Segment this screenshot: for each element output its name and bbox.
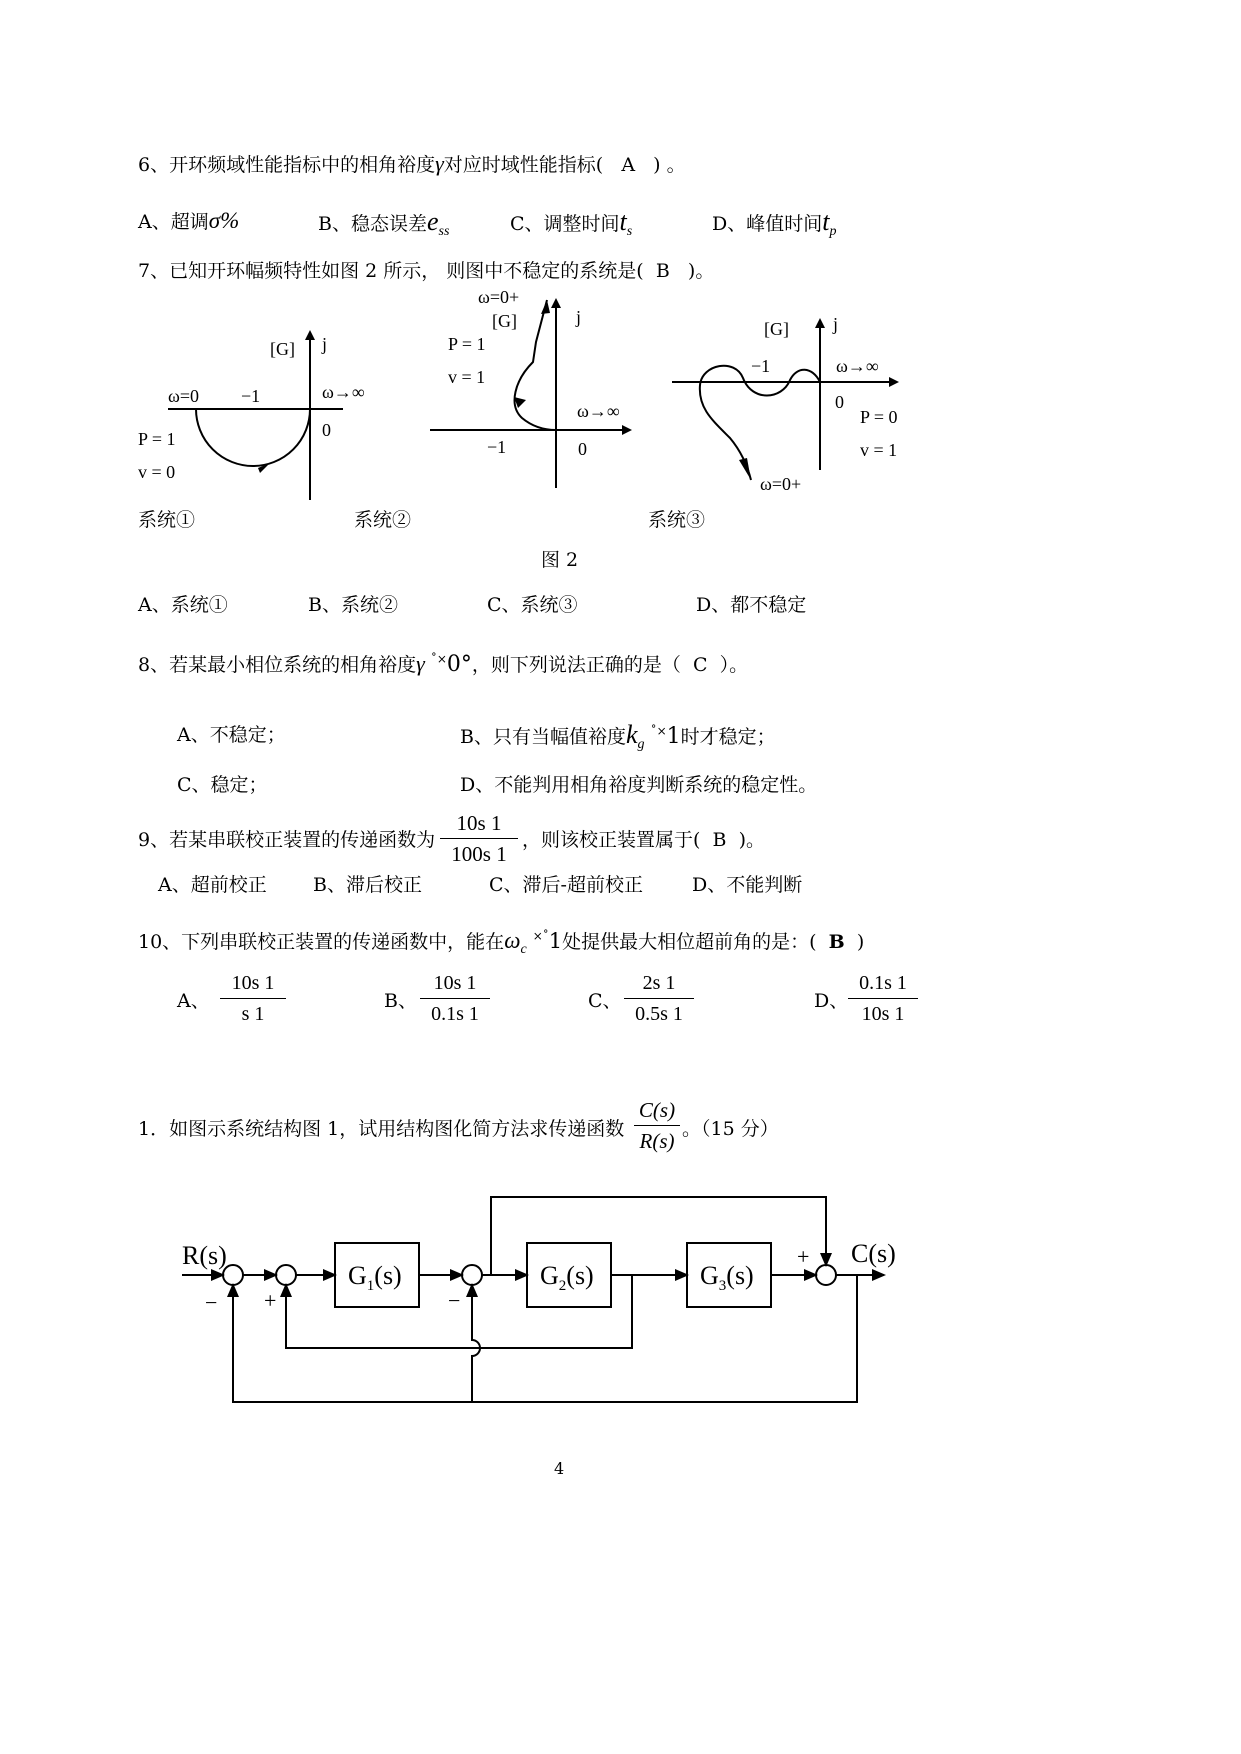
q10-option-c-label: C、 [588,990,622,1012]
q8-option-b: B、只有当幅值裕度$k_g$ ˚×1时才稳定； [460,720,776,752]
q10-answer: B [828,931,845,953]
sign-sum1: − [205,1290,218,1315]
plot2 [430,287,630,488]
plot2-m1: −1 [487,437,507,457]
sign-sum3: − [448,1288,461,1313]
figure-2-caption: 图 2 [541,549,579,571]
plot3-v: v = 1 [860,440,898,460]
q9-stem-suffix: ，则该校正装置属于( B )。 [522,829,765,851]
q8-stem: 8、若某最小相位系统的相角裕度γ ˚×0°，则下列说法正确的是（ C ）。 [138,651,749,677]
main-feedback-path [233,1275,857,1402]
page-number: 4 [554,1459,565,1478]
plot2-curve [515,300,556,430]
sum-junction-4 [816,1265,836,1285]
q8-option-c: C、稳定； [177,774,268,796]
plot3-g: [G] [764,319,789,339]
q6-option-d: D、峰值时间$t_p$ [712,207,837,239]
sum-junction-2 [276,1265,296,1285]
feedback-branch-to-sum3 [472,1285,480,1402]
g1-label: $G_1(s)$ [348,1261,402,1294]
plot3-winf: ω→∞ [836,356,879,376]
system-label-1: 系统① [138,509,196,531]
q7-answer: B [655,260,670,282]
plot3-m1: −1 [751,356,771,376]
plot1-m1: −1 [241,386,261,406]
p1-stem-suffix: 。（15 分） [682,1118,779,1140]
plot1-v: v = 0 [138,462,176,482]
q10-option-b-label: B、 [384,990,417,1012]
q10-option-a-fraction: 10s 1 s 1 [220,970,286,1027]
plot1-w0: ω=0 [168,386,199,406]
plot2-g: [G] [492,311,517,331]
p1-fraction: C(s) R(s) [634,1097,680,1154]
plot1-p: P = 1 [138,429,176,449]
q7-option-a: A、系统① [138,594,228,616]
q10-stem: 10、下列串联校正装置的传递函数中，能在$\omega_c$ ×˚1处提供最大相位超前角的是：( B ) [138,928,865,957]
q8-option-d: D、不能判用相角裕度判断系统的稳定性。 [460,774,818,796]
plot1-winf: ω→∞ [322,382,365,402]
nyquist-plots [0,280,1241,540]
plot3 [672,314,898,494]
plot2-v: v = 1 [448,367,486,387]
q9-option-b: B、滞后校正 [313,874,422,896]
plot3-p: P = 0 [860,407,898,427]
q6-option-a: A、超调σ% [138,208,240,233]
plot3-direction-arrow [739,458,751,480]
p1-stem-prefix: 1．如图示系统结构图 1，试用结构图化简方法求传递函数 [138,1118,625,1140]
q8-option-a: A、不稳定； [177,724,286,746]
plot2-zero: 0 [578,439,587,459]
plot3-j: j [833,314,839,334]
block-diagram [0,1180,1241,1430]
q10-option-a-label: A、 [177,990,210,1012]
q6-answer: A [621,154,636,176]
sign-sum4: + [797,1244,810,1269]
q6-option-c: C、调整时间$t_s$ [510,207,633,239]
sum-junction-3 [462,1265,482,1285]
output-label: C(s) [851,1239,896,1268]
q6-option-b: B、稳态误差$e_{ss}$ [318,207,450,239]
q9-answer: B [712,829,727,851]
q10-option-c-fraction: 2s 1 0.5s 1 [624,970,694,1027]
q9-option-d: D、不能判断 [692,874,803,896]
sign-sum2: + [264,1288,277,1313]
q10-option-d-label: D、 [814,990,849,1012]
plot3-zero: 0 [835,392,844,412]
plot1-zero: 0 [322,420,331,440]
q7-stem: 7、已知开环幅频特性如图 2 所示， 则图中不稳定的系统是( B )。 [138,260,715,282]
q9-fraction: 10s 1 100s 1 [440,810,518,867]
plot2-j: j [576,307,582,327]
plot1-curve [196,409,310,466]
plot1-j: j [322,334,328,354]
q10-option-b-fraction: 10s 1 0.1s 1 [420,970,490,1027]
q7-option-d: D、都不稳定 [696,594,807,616]
q9-option-c: C、滞后-超前校正 [489,874,643,896]
plot2-p: P = 1 [448,334,486,354]
q7-option-b: B、系统② [308,594,398,616]
q7-option-c: C、系统③ [487,594,578,616]
g3-label: $G_3(s)$ [700,1261,754,1294]
g2-label: $G_2(s)$ [540,1261,594,1294]
q6-stem: 6、开环频域性能指标中的相角裕度γ对应时域性能指标( A ) 。 [138,151,686,176]
system-label-2: 系统② [354,509,412,531]
q8-answer: C [692,654,708,676]
plot2-w0: ω=0+ [478,287,520,307]
plot1-g: [G] [270,339,295,359]
q9-option-a: A、超前校正 [158,874,267,896]
q9-stem-prefix: 9、若某串联校正装置的传递函数为 [138,829,436,851]
plot1 [138,332,365,500]
system-label-3: 系统③ [648,509,706,531]
plot3-w0: ω=0+ [760,474,802,494]
input-label: R(s) [182,1241,227,1270]
q10-option-d-fraction: 0.1s 1 10s 1 [848,970,918,1027]
plot2-winf: ω→∞ [577,401,620,421]
